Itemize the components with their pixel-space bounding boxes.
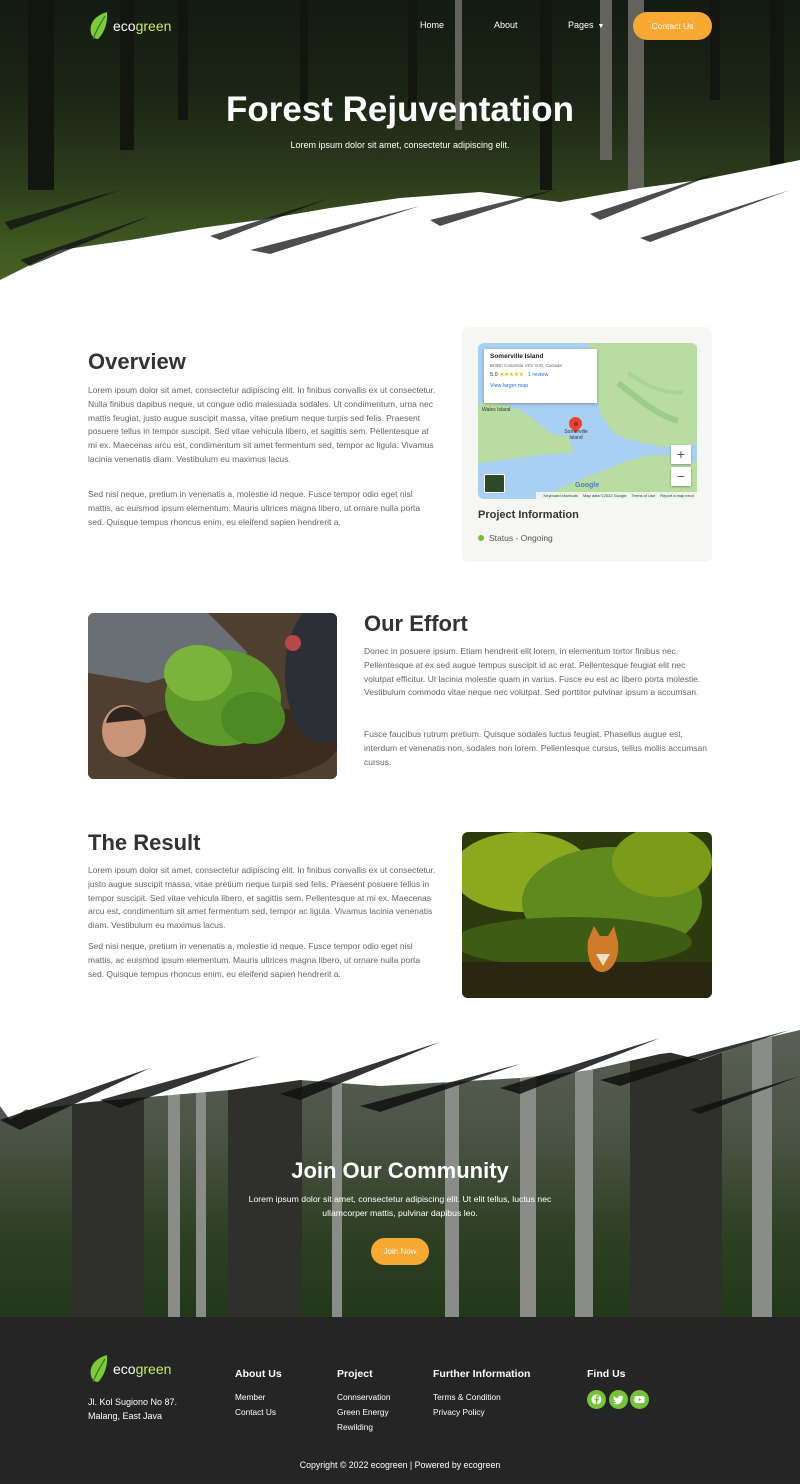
- hero-brush-divider: [0, 150, 800, 305]
- footer-link-privacy[interactable]: Privacy Policy: [433, 1407, 485, 1417]
- twitter-icon[interactable]: [609, 1390, 628, 1409]
- leaf-logo-icon: [88, 11, 110, 41]
- copyright-text: Copyright © 2022 ecogreen | Powered by ecogreen: [299, 1460, 501, 1470]
- hero-title: Forest Rejuventation: [225, 90, 575, 129]
- effort-paragraph-1: Donec in posuere ipsum. Etiam hendrerit elit lorem, in elementum tortor finibus nec. Pellentesque at ex sed augue tempus suscipit id ac erat. Pellentesque feugiat elit nec volutpat efficitur. Ut lacinia molestie quam in varius. Fusce eu est ac libero porta molestie. Vestibulum commodo vitae neque nec volutpat. Sed porttitor pulvinar ipsum a accumsan.: [364, 646, 701, 698]
- planting-photo-art: [88, 613, 337, 779]
- planting-photo: [88, 613, 337, 779]
- project-info-title: Project Information: [478, 509, 579, 521]
- status-dot-icon: [478, 535, 484, 541]
- project-info-card: [462, 327, 712, 562]
- footer-link-member[interactable]: Member: [235, 1392, 266, 1402]
- site-footer: [0, 1317, 800, 1484]
- nav-pages[interactable]: [568, 20, 604, 30]
- community-title: Join Our Community: [291, 1158, 509, 1183]
- facebook-icon[interactable]: [587, 1390, 606, 1409]
- map-label-wales: Wales Island: [482, 407, 511, 413]
- map-label-pin: Somerville Island: [564, 429, 588, 441]
- result-paragraph-1: Lorem ipsum dolor sit amet, consectetur adipiscing elit. In finibus convallis ex ut consectetur. justo augue suscipit massa, vitae pretium neque turpis sed felis. Praesent posuere tellus in tempor suscipit. Sed vitae vehicula libero, et sagittis sem. Pellentesque at mi ex. Maecenas arcu est, condimentum sit amet fermentum sed, tempor ac ligula. Vivamus lacinia venenatis diam. Vestibulum eu maximus lacus.: [88, 865, 436, 931]
- join-now-button[interactable]: Join Now: [371, 1238, 429, 1265]
- fox-photo-art: [462, 832, 712, 998]
- overview-heading: Overview: [88, 349, 186, 374]
- terms-of-use-link[interactable]: Terms of Use: [631, 493, 656, 498]
- footer-about-heading: About Us: [235, 1368, 282, 1380]
- footer-address: Jl. Kol Sugiono No 87. Malang, East Java: [88, 1397, 178, 1421]
- footer-link-green-energy[interactable]: Green Energy: [337, 1407, 389, 1417]
- logo[interactable]: [88, 11, 171, 41]
- community-section: [0, 1010, 800, 1318]
- satellite-toggle[interactable]: [484, 474, 505, 493]
- zoom-in-button[interactable]: +: [671, 445, 691, 464]
- top-nav: [0, 0, 800, 52]
- map-footer: [536, 492, 697, 499]
- footer-link-rewilding[interactable]: Rewilding: [337, 1422, 373, 1432]
- keyboard-shortcuts-link[interactable]: Keyboard shortcuts: [543, 493, 578, 498]
- hero-section: [0, 0, 800, 305]
- footer-logo[interactable]: [88, 1353, 171, 1385]
- map-place-name: Somerville Island: [490, 353, 544, 360]
- leaf-logo-icon: [88, 1353, 110, 1385]
- footer-further-heading: Further Information: [433, 1368, 531, 1380]
- nav-about[interactable]: About: [494, 20, 518, 30]
- map-place-card: [484, 349, 597, 403]
- footer-link-contact[interactable]: Contact Us: [235, 1407, 277, 1417]
- footer-find-heading: Find Us: [587, 1368, 626, 1380]
- map-reviews-link[interactable]: 1 review: [527, 372, 549, 378]
- nav-pages-label: Pages: [568, 20, 594, 30]
- google-logo: Google: [575, 482, 600, 489]
- contact-us-button[interactable]: Contact Us: [633, 12, 712, 40]
- map-place-rating: [490, 372, 591, 378]
- map-data-credit: Map data ©2022 Google: [582, 493, 627, 498]
- report-map-error-link[interactable]: Report a map error: [660, 493, 694, 498]
- result-paragraph-2: Sed nisi neque, pretium in venenatis a, molestie id neque. Fusce tempor odio eget nisl mattis, ac euismod ipsum elementum. Mauris ultrices magna libero, ut ornare nulla porta sed. Quisque tempus rhoncus enim, eu eleifend sapien hendrerit a.: [88, 941, 421, 979]
- view-larger-map-link[interactable]: View larger map: [490, 383, 529, 389]
- overview-paragraph-2: Sed nisi neque, pretium in venenatis a, molestie id neque. Fusce tempor odio eget nisl mattis, ac euismod ipsum elementum. Mauris ultrices magna libero, ut ornare nulla porta sed. Quisque tempus rhoncus enim, eu eleifend sapien hendrerit a.: [88, 489, 421, 527]
- youtube-icon[interactable]: [630, 1390, 649, 1409]
- footer-logo-text: ecogreen: [113, 1361, 172, 1377]
- nav-home[interactable]: Home: [420, 20, 445, 30]
- embedded-map[interactable]: [478, 343, 697, 499]
- star-rating-icon: ★★★★★: [499, 372, 524, 378]
- map-place-address: British Columbia V0V 1H0, Canada: [490, 363, 562, 368]
- status-text: Status - Ongoing: [489, 533, 553, 543]
- project-status: [478, 533, 553, 543]
- chevron-down-icon: ▼: [597, 23, 605, 30]
- result-heading: The Result: [88, 830, 201, 855]
- fox-photo: [462, 832, 712, 998]
- footer-link-terms[interactable]: Terms & Condition: [433, 1392, 501, 1402]
- effort-paragraph-2: Fusce faucibus rutrum pretium. Quisque sodales luctus feugiat. Phasellus augue est, interdum et venenatis non, sodales non lorem. Pellentesque cursus, tellus mollis accumsan cursus.: [364, 729, 708, 767]
- footer-link-conservation[interactable]: Connservation: [337, 1392, 391, 1402]
- map-pin-center: [574, 422, 578, 426]
- footer-project-heading: Project: [337, 1368, 373, 1380]
- map-rating-value: 5.0: [490, 372, 498, 378]
- community-brush-divider: [0, 1010, 800, 1140]
- effort-heading: Our Effort: [364, 611, 468, 636]
- overview-paragraph-1: Lorem ipsum dolor sit amet, consectetur adipiscing elit. In finibus convallis ex ut consectetur. Nulla finibus dapibus neque, ut congue odio malesuada sodales. Ut condimentum, urna nec mattis feugiat, justo augue suscipit massa, vitae pretium neque turpis sed felis. Praesent posuere tellus in tempor suscipit. Sed vitae vehicula libero, et sagittis sem. Pellentesque at mi ex. Maecenas arcu est, condimentum sit amet fermentum sed, tempor ac ligula. Vivamus lacinia venenatis diam. Vestibulum eu maximus lacus.: [88, 385, 436, 464]
- logo-text: ecogreen: [113, 18, 172, 34]
- zoom-out-button[interactable]: −: [671, 467, 691, 486]
- hero-subtitle: Lorem ipsum dolor sit amet, consectetur adipiscing elit.: [290, 140, 510, 150]
- community-subtitle: Lorem ipsum dolor sit amet, consectetur adipiscing elit. Ut elit tellus, luctus nec ullamcorper mattis, pulvinar dapibus leo.: [248, 1194, 552, 1218]
